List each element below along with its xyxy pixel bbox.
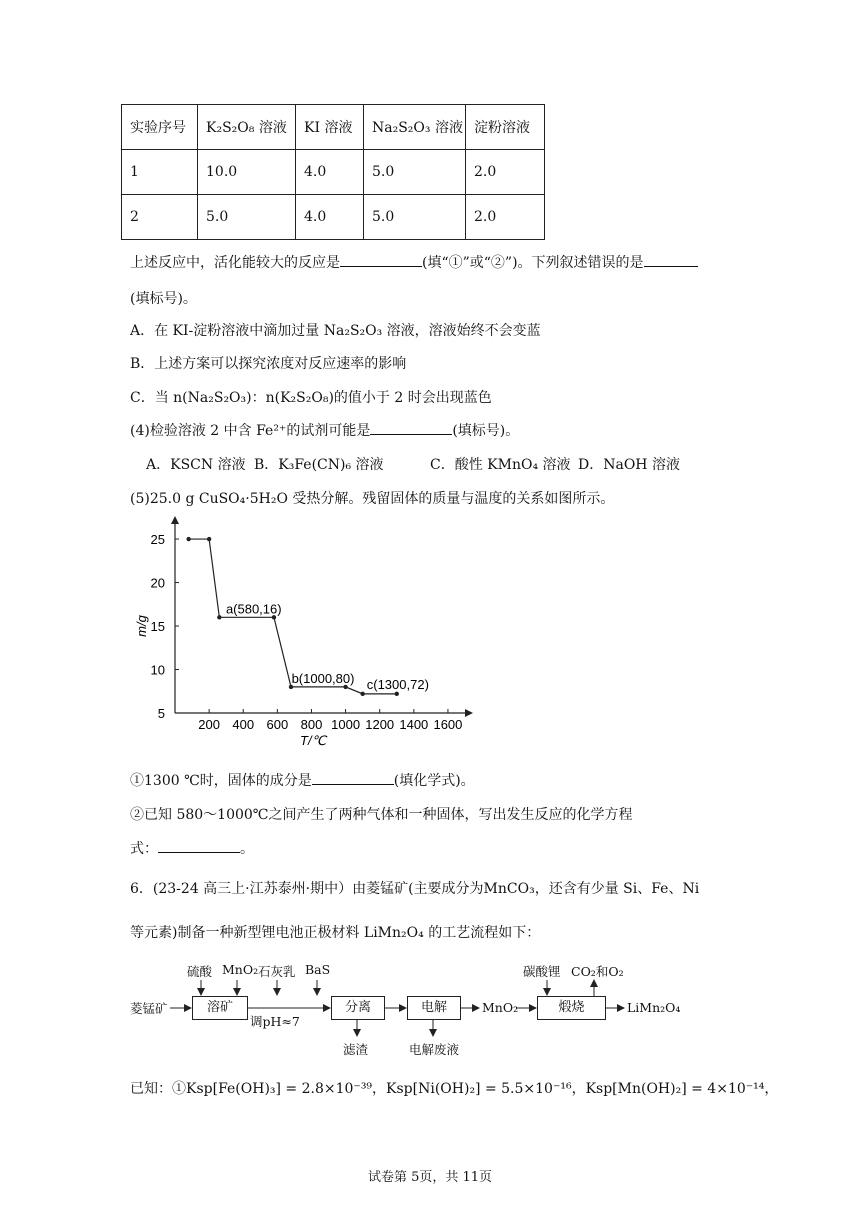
q5-sub1-text-2: (填化学式)。: [393, 773, 475, 789]
flow-input-mno2: MnO₂: [222, 962, 259, 977]
flow-input-li2co3: 碳酸锂: [523, 964, 561, 979]
y-tick-label: 25: [150, 532, 165, 548]
x-tick-label: 400: [232, 717, 255, 732]
table-cell: 1: [122, 150, 198, 195]
flow-input-bas: BaS: [305, 962, 331, 977]
answer-blank[interactable]: [370, 420, 452, 435]
answer-blank[interactable]: [312, 770, 394, 785]
data-point: [360, 692, 364, 696]
table-cell: 2.0: [466, 195, 545, 240]
q4-text-2: (填标号)。: [452, 423, 520, 439]
flow-output-residue: 滤渣: [343, 1042, 369, 1057]
flow-box-calcine: 煅烧: [537, 996, 606, 1020]
flow-box-electrolysis: 电解: [407, 996, 461, 1020]
flow-output-waste: 电解废液: [409, 1042, 460, 1057]
table-cell: 4.0: [296, 195, 364, 240]
table-header-cell: Na₂S₂O₃ 溶液: [364, 105, 466, 150]
data-point: [217, 615, 221, 619]
flow-start: 菱锰矿: [130, 1001, 168, 1016]
table-header-cell: K₂S₂O₈ 溶液: [198, 105, 296, 150]
x-axis-arrow: [465, 709, 473, 717]
flow-final-product: LiMn₂O₄: [627, 1000, 681, 1015]
x-tick-label: 600: [266, 717, 289, 732]
option-a: A．在 KI-淀粉溶液中滴加过量 Na₂S₂O₃ 溶液，溶液始终不会变蓝: [130, 323, 541, 339]
x-tick-label: 800: [300, 717, 323, 732]
q5-sub-2: ②已知 580～1000℃之间产生了两种气体和一种固体，写出发生反应的化学方程: [130, 807, 633, 823]
activation-text-1: 上述反应中，活化能较大的反应是: [130, 255, 340, 271]
table-header-cell: KI 溶液: [296, 105, 364, 150]
flow-input-sulfuric: 硫酸: [187, 964, 213, 979]
q5-sub-2b: [130, 838, 254, 858]
y-axis-label: m/g: [134, 615, 149, 637]
table-cell: 10.0: [198, 150, 296, 195]
table-cell: 2: [122, 195, 198, 240]
data-point: [186, 537, 190, 541]
option-b: B．上述方案可以探究浓度对反应速率的影响: [130, 356, 407, 372]
x-axis-label: T/℃: [300, 733, 327, 748]
flow-input-lime: 石灰乳: [258, 964, 296, 979]
table-header-row: [122, 105, 545, 150]
q4-option-d: D．NaOH 溶液: [578, 457, 680, 473]
data-point: [395, 692, 399, 696]
known-data: 已知：①Ksp[Fe(OH)₃] = 2.8×10⁻³⁹，Ksp[Ni(OH)₂] = 5.5×10⁻¹⁶，Ksp[Mn(OH)₂] = 4×10⁻¹⁴，: [130, 1081, 779, 1097]
table-cell: 5.0: [364, 150, 466, 195]
question-4: [130, 420, 519, 440]
answer-blank[interactable]: [158, 838, 240, 853]
flow-box-separate: 分离: [331, 996, 385, 1020]
q4-option-a: A．KSCN 溶液: [146, 457, 246, 473]
x-tick-label: 1200: [365, 717, 395, 732]
q5-sub-1: [130, 770, 475, 790]
flow-ph-note: 调pH≈7: [250, 1014, 300, 1029]
experiment-table: [121, 104, 545, 240]
table-cell: 2.0: [466, 150, 545, 195]
point-annotation: b(1000,80): [291, 670, 355, 686]
table-cell: 5.0: [198, 195, 296, 240]
table-row: [122, 195, 545, 240]
y-tick-label: 10: [150, 662, 165, 678]
question-6-line-1: 6．(23-24 高三上·江苏泰州·期中）由菱锰矿(主要成分为MnCO₃，还含有少量 Si、Fe、Ni: [130, 881, 700, 897]
activation-text-2: (填“①”或“②”)。下列叙述错误的是: [422, 255, 644, 271]
q4-option-b: B．K₃Fe(CN)₆ 溶液: [254, 457, 384, 473]
option-c: C．当 n(Na₂S₂O₃)：n(K₂S₂O₈)的值小于 2 时会出现蓝色: [130, 390, 492, 406]
table-header-cell: 淀粉溶液: [466, 105, 545, 150]
table-cell: 4.0: [296, 150, 364, 195]
y-axis-arrow: [171, 516, 179, 524]
question-5: (5)25.0 g CuSO₄·5H₂O 受热分解。残留固体的质量与温度的关系如图所示。: [130, 491, 615, 507]
q5-sub2-label: 式：: [130, 841, 158, 857]
y-tick-label: 5: [157, 706, 165, 721]
point-annotation: c(1300,72): [366, 676, 429, 692]
activation-text-3: (填标号)。: [130, 291, 197, 307]
page-footer: 试卷第 5页，共 11页: [367, 1170, 493, 1185]
x-tick-label: 200: [198, 717, 220, 732]
table-header-cell: 实验序号: [122, 105, 198, 150]
table-row: [122, 150, 545, 195]
point-annotation: a(580,16): [225, 601, 282, 617]
q5-sub2-end: 。: [240, 841, 254, 857]
flow-box-dissolve: 溶矿: [192, 996, 248, 1020]
question-6-line-2: 等元素)制备一种新型锂电池正极材料 LiMn₂O₄ 的工艺流程如下：: [130, 925, 541, 941]
flow-mid-product: MnO₂: [482, 1000, 519, 1015]
answer-blank[interactable]: [340, 252, 422, 267]
x-tick-label: 1600: [433, 717, 463, 732]
mass-temperature-chart: [120, 516, 480, 756]
x-tick-label: 1000: [331, 717, 361, 732]
flow-gas-out: CO₂和O₂: [571, 964, 624, 979]
answer-blank[interactable]: [644, 252, 698, 267]
q5-sub1-text: ①1300 ℃时，固体的成分是: [130, 773, 312, 789]
y-tick-label: 20: [150, 575, 165, 591]
y-tick-label: 15: [150, 619, 165, 635]
q4-option-c: C．酸性 KMnO₄ 溶液: [430, 457, 571, 473]
x-tick-label: 1400: [399, 717, 429, 732]
table-cell: 5.0: [364, 195, 466, 240]
activation-question-line: [130, 252, 698, 272]
q4-text: (4)检验溶液 2 中含 Fe²⁺的试剂可能是: [130, 423, 371, 439]
data-point: [207, 537, 211, 541]
